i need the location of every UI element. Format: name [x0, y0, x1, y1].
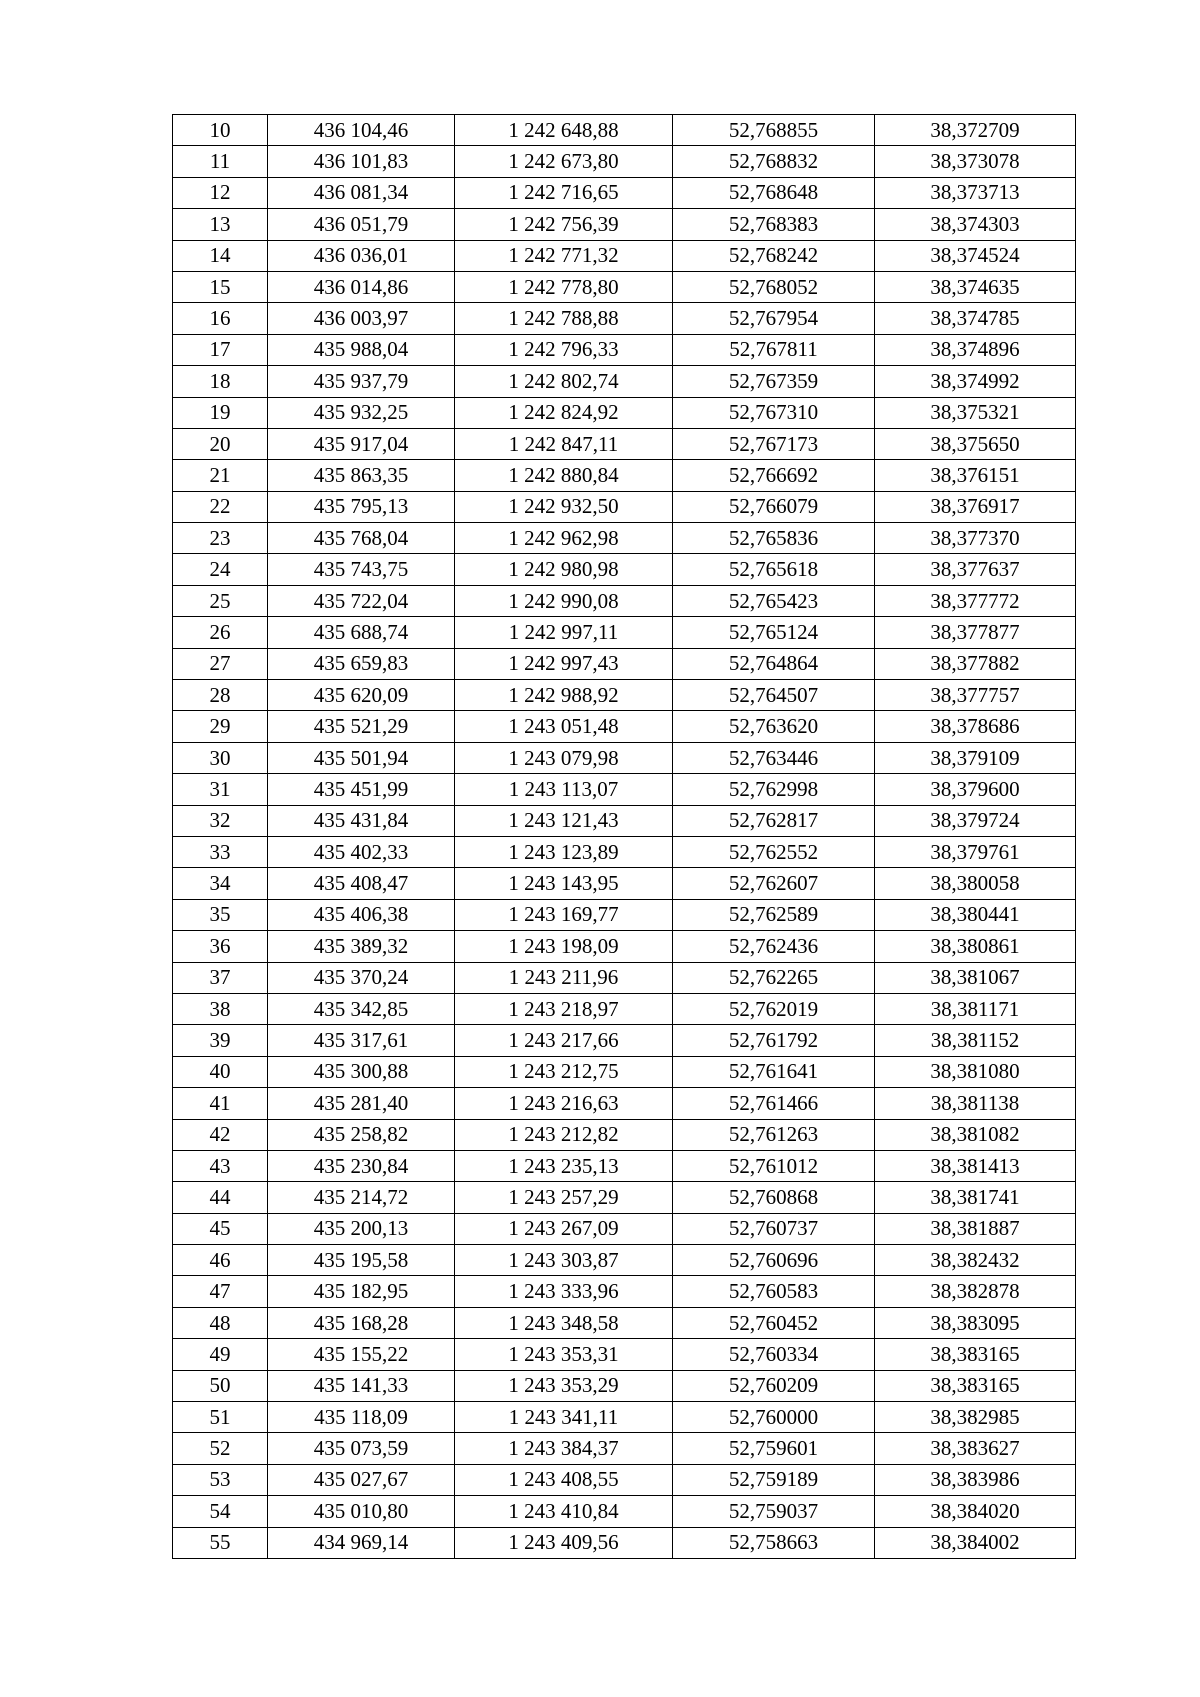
longitude-cell: 38,379724 — [875, 805, 1076, 836]
y-coordinate-cell: 1 243 408,55 — [455, 1464, 673, 1495]
table-row — [173, 680, 1076, 711]
latitude-cell: 52,764507 — [673, 680, 875, 711]
x-coordinate-cell: 435 406,38 — [268, 899, 455, 930]
y-coordinate-cell: 1 243 211,96 — [455, 962, 673, 993]
table-row — [173, 1056, 1076, 1087]
latitude-cell: 52,759601 — [673, 1433, 875, 1464]
longitude-cell: 38,377637 — [875, 554, 1076, 585]
table-row — [173, 1370, 1076, 1401]
point-number-cell: 20 — [173, 428, 268, 459]
point-number-cell: 12 — [173, 177, 268, 208]
y-coordinate-cell: 1 242 716,65 — [455, 177, 673, 208]
latitude-cell: 52,768052 — [673, 271, 875, 302]
latitude-cell: 52,761466 — [673, 1088, 875, 1119]
point-number-cell: 21 — [173, 460, 268, 491]
x-coordinate-cell: 435 451,99 — [268, 774, 455, 805]
y-coordinate-cell: 1 243 348,58 — [455, 1307, 673, 1338]
point-number-cell: 50 — [173, 1370, 268, 1401]
x-coordinate-cell: 435 317,61 — [268, 1025, 455, 1056]
longitude-cell: 38,379600 — [875, 774, 1076, 805]
x-coordinate-cell: 435 370,24 — [268, 962, 455, 993]
point-number-cell: 17 — [173, 334, 268, 365]
table-row — [173, 366, 1076, 397]
y-coordinate-cell: 1 242 997,11 — [455, 617, 673, 648]
longitude-cell: 38,376917 — [875, 491, 1076, 522]
point-number-cell: 35 — [173, 899, 268, 930]
table-row — [173, 460, 1076, 491]
table-row — [173, 146, 1076, 177]
table-row — [173, 962, 1076, 993]
longitude-cell: 38,383095 — [875, 1307, 1076, 1338]
y-coordinate-cell: 1 243 198,09 — [455, 931, 673, 962]
x-coordinate-cell: 436 101,83 — [268, 146, 455, 177]
latitude-cell: 52,762817 — [673, 805, 875, 836]
latitude-cell: 52,763446 — [673, 742, 875, 773]
table-row — [173, 523, 1076, 554]
table-row — [173, 1402, 1076, 1433]
table-row — [173, 1213, 1076, 1244]
y-coordinate-cell: 1 242 756,39 — [455, 209, 673, 240]
point-number-cell: 54 — [173, 1496, 268, 1527]
y-coordinate-cell: 1 243 051,48 — [455, 711, 673, 742]
point-number-cell: 24 — [173, 554, 268, 585]
table-row — [173, 805, 1076, 836]
y-coordinate-cell: 1 243 123,89 — [455, 836, 673, 867]
y-coordinate-cell: 1 242 796,33 — [455, 334, 673, 365]
point-number-cell: 29 — [173, 711, 268, 742]
y-coordinate-cell: 1 242 788,88 — [455, 303, 673, 334]
table-row — [173, 1433, 1076, 1464]
longitude-cell: 38,380441 — [875, 899, 1076, 930]
x-coordinate-cell: 436 014,86 — [268, 271, 455, 302]
longitude-cell: 38,383986 — [875, 1464, 1076, 1495]
latitude-cell: 52,763620 — [673, 711, 875, 742]
x-coordinate-cell: 435 937,79 — [268, 366, 455, 397]
x-coordinate-cell: 435 501,94 — [268, 742, 455, 773]
point-number-cell: 22 — [173, 491, 268, 522]
latitude-cell: 52,762436 — [673, 931, 875, 962]
table-row — [173, 491, 1076, 522]
latitude-cell: 52,761792 — [673, 1025, 875, 1056]
x-coordinate-cell: 435 768,04 — [268, 523, 455, 554]
x-coordinate-cell: 435 182,95 — [268, 1276, 455, 1307]
latitude-cell: 52,760000 — [673, 1402, 875, 1433]
latitude-cell: 52,758663 — [673, 1527, 875, 1558]
longitude-cell: 38,383165 — [875, 1339, 1076, 1370]
x-coordinate-cell: 435 118,09 — [268, 1402, 455, 1433]
x-coordinate-cell: 435 795,13 — [268, 491, 455, 522]
y-coordinate-cell: 1 243 235,13 — [455, 1150, 673, 1181]
point-number-cell: 49 — [173, 1339, 268, 1370]
x-coordinate-cell: 435 863,35 — [268, 460, 455, 491]
y-coordinate-cell: 1 243 218,97 — [455, 993, 673, 1024]
y-coordinate-cell: 1 243 409,56 — [455, 1527, 673, 1558]
latitude-cell: 52,767173 — [673, 428, 875, 459]
point-number-cell: 25 — [173, 585, 268, 616]
x-coordinate-cell: 435 342,85 — [268, 993, 455, 1024]
table-row — [173, 648, 1076, 679]
longitude-cell: 38,373078 — [875, 146, 1076, 177]
point-number-cell: 10 — [173, 115, 268, 146]
longitude-cell: 38,382432 — [875, 1245, 1076, 1276]
y-coordinate-cell: 1 242 880,84 — [455, 460, 673, 491]
x-coordinate-cell: 435 195,58 — [268, 1245, 455, 1276]
longitude-cell: 38,381067 — [875, 962, 1076, 993]
table-row — [173, 209, 1076, 240]
table-row — [173, 836, 1076, 867]
point-number-cell: 44 — [173, 1182, 268, 1213]
y-coordinate-cell: 1 243 113,07 — [455, 774, 673, 805]
longitude-cell: 38,374992 — [875, 366, 1076, 397]
longitude-cell: 38,381413 — [875, 1150, 1076, 1181]
table-row — [173, 240, 1076, 271]
longitude-cell: 38,377757 — [875, 680, 1076, 711]
latitude-cell: 52,760452 — [673, 1307, 875, 1338]
longitude-cell: 38,375321 — [875, 397, 1076, 428]
longitude-cell: 38,381082 — [875, 1119, 1076, 1150]
x-coordinate-cell: 435 521,29 — [268, 711, 455, 742]
longitude-cell: 38,374785 — [875, 303, 1076, 334]
x-coordinate-cell: 435 230,84 — [268, 1150, 455, 1181]
latitude-cell: 52,762998 — [673, 774, 875, 805]
point-number-cell: 52 — [173, 1433, 268, 1464]
y-coordinate-cell: 1 243 341,11 — [455, 1402, 673, 1433]
x-coordinate-cell: 435 168,28 — [268, 1307, 455, 1338]
y-coordinate-cell: 1 242 962,98 — [455, 523, 673, 554]
point-number-cell: 34 — [173, 868, 268, 899]
table-row — [173, 334, 1076, 365]
longitude-cell: 38,374303 — [875, 209, 1076, 240]
x-coordinate-cell: 435 155,22 — [268, 1339, 455, 1370]
x-coordinate-cell: 436 051,79 — [268, 209, 455, 240]
latitude-cell: 52,759189 — [673, 1464, 875, 1495]
y-coordinate-cell: 1 242 988,92 — [455, 680, 673, 711]
x-coordinate-cell: 435 431,84 — [268, 805, 455, 836]
longitude-cell: 38,381741 — [875, 1182, 1076, 1213]
latitude-cell: 52,762589 — [673, 899, 875, 930]
point-number-cell: 32 — [173, 805, 268, 836]
y-coordinate-cell: 1 243 121,43 — [455, 805, 673, 836]
point-number-cell: 30 — [173, 742, 268, 773]
longitude-cell: 38,373713 — [875, 177, 1076, 208]
x-coordinate-cell: 435 722,04 — [268, 585, 455, 616]
table-row — [173, 868, 1076, 899]
longitude-cell: 38,372709 — [875, 115, 1076, 146]
point-number-cell: 46 — [173, 1245, 268, 1276]
table-row — [173, 585, 1076, 616]
longitude-cell: 38,384020 — [875, 1496, 1076, 1527]
coordinates-table — [172, 114, 1076, 1559]
table-row — [173, 177, 1076, 208]
x-coordinate-cell: 435 200,13 — [268, 1213, 455, 1244]
y-coordinate-cell: 1 243 216,63 — [455, 1088, 673, 1119]
point-number-cell: 13 — [173, 209, 268, 240]
latitude-cell: 52,761263 — [673, 1119, 875, 1150]
longitude-cell: 38,377370 — [875, 523, 1076, 554]
longitude-cell: 38,374524 — [875, 240, 1076, 271]
point-number-cell: 23 — [173, 523, 268, 554]
y-coordinate-cell: 1 243 353,31 — [455, 1339, 673, 1370]
table-row — [173, 554, 1076, 585]
latitude-cell: 52,760583 — [673, 1276, 875, 1307]
x-coordinate-cell: 434 969,14 — [268, 1527, 455, 1558]
latitude-cell: 52,765423 — [673, 585, 875, 616]
latitude-cell: 52,765124 — [673, 617, 875, 648]
latitude-cell: 52,762552 — [673, 836, 875, 867]
y-coordinate-cell: 1 242 997,43 — [455, 648, 673, 679]
latitude-cell: 52,761641 — [673, 1056, 875, 1087]
table-row — [173, 1527, 1076, 1558]
x-coordinate-cell: 435 027,67 — [268, 1464, 455, 1495]
point-number-cell: 51 — [173, 1402, 268, 1433]
point-number-cell: 38 — [173, 993, 268, 1024]
x-coordinate-cell: 435 688,74 — [268, 617, 455, 648]
latitude-cell: 52,760209 — [673, 1370, 875, 1401]
longitude-cell: 38,378686 — [875, 711, 1076, 742]
y-coordinate-cell: 1 242 980,98 — [455, 554, 673, 585]
y-coordinate-cell: 1 242 771,32 — [455, 240, 673, 271]
x-coordinate-cell: 435 620,09 — [268, 680, 455, 711]
x-coordinate-cell: 435 917,04 — [268, 428, 455, 459]
x-coordinate-cell: 435 258,82 — [268, 1119, 455, 1150]
point-number-cell: 37 — [173, 962, 268, 993]
x-coordinate-cell: 435 073,59 — [268, 1433, 455, 1464]
x-coordinate-cell: 435 659,83 — [268, 648, 455, 679]
x-coordinate-cell: 435 010,80 — [268, 1496, 455, 1527]
longitude-cell: 38,381080 — [875, 1056, 1076, 1087]
table-row — [173, 1119, 1076, 1150]
y-coordinate-cell: 1 243 212,82 — [455, 1119, 673, 1150]
y-coordinate-cell: 1 243 217,66 — [455, 1025, 673, 1056]
point-number-cell: 19 — [173, 397, 268, 428]
point-number-cell: 55 — [173, 1527, 268, 1558]
point-number-cell: 28 — [173, 680, 268, 711]
y-coordinate-cell: 1 243 169,77 — [455, 899, 673, 930]
table-row — [173, 899, 1076, 930]
y-coordinate-cell: 1 242 824,92 — [455, 397, 673, 428]
table-row — [173, 1182, 1076, 1213]
latitude-cell: 52,760737 — [673, 1213, 875, 1244]
table-row — [173, 993, 1076, 1024]
longitude-cell: 38,383165 — [875, 1370, 1076, 1401]
latitude-cell: 52,765618 — [673, 554, 875, 585]
point-number-cell: 53 — [173, 1464, 268, 1495]
table-row — [173, 1339, 1076, 1370]
latitude-cell: 52,765836 — [673, 523, 875, 554]
x-coordinate-cell: 435 141,33 — [268, 1370, 455, 1401]
y-coordinate-cell: 1 243 257,29 — [455, 1182, 673, 1213]
longitude-cell: 38,381138 — [875, 1088, 1076, 1119]
y-coordinate-cell: 1 243 267,09 — [455, 1213, 673, 1244]
x-coordinate-cell: 436 081,34 — [268, 177, 455, 208]
latitude-cell: 52,760868 — [673, 1182, 875, 1213]
x-coordinate-cell: 436 003,97 — [268, 303, 455, 334]
coordinates-table-body — [173, 115, 1076, 1559]
y-coordinate-cell: 1 243 384,37 — [455, 1433, 673, 1464]
longitude-cell: 38,380861 — [875, 931, 1076, 962]
longitude-cell: 38,382985 — [875, 1402, 1076, 1433]
longitude-cell: 38,382878 — [875, 1276, 1076, 1307]
table-row — [173, 1088, 1076, 1119]
point-number-cell: 41 — [173, 1088, 268, 1119]
point-number-cell: 47 — [173, 1276, 268, 1307]
y-coordinate-cell: 1 242 673,80 — [455, 146, 673, 177]
y-coordinate-cell: 1 242 778,80 — [455, 271, 673, 302]
x-coordinate-cell: 435 402,33 — [268, 836, 455, 867]
longitude-cell: 38,377882 — [875, 648, 1076, 679]
point-number-cell: 33 — [173, 836, 268, 867]
y-coordinate-cell: 1 243 212,75 — [455, 1056, 673, 1087]
table-row — [173, 115, 1076, 146]
longitude-cell: 38,381152 — [875, 1025, 1076, 1056]
table-row — [173, 1025, 1076, 1056]
table-row — [173, 1245, 1076, 1276]
latitude-cell: 52,768832 — [673, 146, 875, 177]
longitude-cell: 38,379109 — [875, 742, 1076, 773]
latitude-cell: 52,766079 — [673, 491, 875, 522]
y-coordinate-cell: 1 243 303,87 — [455, 1245, 673, 1276]
table-row — [173, 303, 1076, 334]
point-number-cell: 16 — [173, 303, 268, 334]
x-coordinate-cell: 435 932,25 — [268, 397, 455, 428]
point-number-cell: 36 — [173, 931, 268, 962]
table-row — [173, 1150, 1076, 1181]
longitude-cell: 38,375650 — [875, 428, 1076, 459]
longitude-cell: 38,381887 — [875, 1213, 1076, 1244]
y-coordinate-cell: 1 243 333,96 — [455, 1276, 673, 1307]
table-row — [173, 1496, 1076, 1527]
table-row — [173, 742, 1076, 773]
longitude-cell: 38,384002 — [875, 1527, 1076, 1558]
longitude-cell: 38,383627 — [875, 1433, 1076, 1464]
y-coordinate-cell: 1 243 353,29 — [455, 1370, 673, 1401]
point-number-cell: 26 — [173, 617, 268, 648]
table-row — [173, 1307, 1076, 1338]
latitude-cell: 52,768648 — [673, 177, 875, 208]
longitude-cell: 38,377772 — [875, 585, 1076, 616]
latitude-cell: 52,766692 — [673, 460, 875, 491]
table-row — [173, 271, 1076, 302]
y-coordinate-cell: 1 242 648,88 — [455, 115, 673, 146]
y-coordinate-cell: 1 242 847,11 — [455, 428, 673, 459]
table-row — [173, 1276, 1076, 1307]
y-coordinate-cell: 1 243 079,98 — [455, 742, 673, 773]
point-number-cell: 43 — [173, 1150, 268, 1181]
latitude-cell: 52,768383 — [673, 209, 875, 240]
y-coordinate-cell: 1 242 802,74 — [455, 366, 673, 397]
x-coordinate-cell: 436 036,01 — [268, 240, 455, 271]
point-number-cell: 14 — [173, 240, 268, 271]
latitude-cell: 52,767359 — [673, 366, 875, 397]
latitude-cell: 52,768242 — [673, 240, 875, 271]
longitude-cell: 38,377877 — [875, 617, 1076, 648]
point-number-cell: 45 — [173, 1213, 268, 1244]
y-coordinate-cell: 1 242 932,50 — [455, 491, 673, 522]
table-row — [173, 617, 1076, 648]
point-number-cell: 18 — [173, 366, 268, 397]
latitude-cell: 52,767954 — [673, 303, 875, 334]
table-row — [173, 428, 1076, 459]
x-coordinate-cell: 435 389,32 — [268, 931, 455, 962]
x-coordinate-cell: 435 743,75 — [268, 554, 455, 585]
latitude-cell: 52,767811 — [673, 334, 875, 365]
longitude-cell: 38,379761 — [875, 836, 1076, 867]
point-number-cell: 27 — [173, 648, 268, 679]
x-coordinate-cell: 435 408,47 — [268, 868, 455, 899]
longitude-cell: 38,381171 — [875, 993, 1076, 1024]
latitude-cell: 52,760334 — [673, 1339, 875, 1370]
x-coordinate-cell: 436 104,46 — [268, 115, 455, 146]
x-coordinate-cell: 435 214,72 — [268, 1182, 455, 1213]
point-number-cell: 31 — [173, 774, 268, 805]
table-row — [173, 1464, 1076, 1495]
table-row — [173, 397, 1076, 428]
longitude-cell: 38,374896 — [875, 334, 1076, 365]
x-coordinate-cell: 435 281,40 — [268, 1088, 455, 1119]
longitude-cell: 38,376151 — [875, 460, 1076, 491]
y-coordinate-cell: 1 243 410,84 — [455, 1496, 673, 1527]
point-number-cell: 48 — [173, 1307, 268, 1338]
latitude-cell: 52,760696 — [673, 1245, 875, 1276]
y-coordinate-cell: 1 243 143,95 — [455, 868, 673, 899]
x-coordinate-cell: 435 988,04 — [268, 334, 455, 365]
table-row — [173, 931, 1076, 962]
latitude-cell: 52,768855 — [673, 115, 875, 146]
x-coordinate-cell: 435 300,88 — [268, 1056, 455, 1087]
longitude-cell: 38,374635 — [875, 271, 1076, 302]
latitude-cell: 52,762019 — [673, 993, 875, 1024]
point-number-cell: 42 — [173, 1119, 268, 1150]
latitude-cell: 52,762265 — [673, 962, 875, 993]
latitude-cell: 52,767310 — [673, 397, 875, 428]
latitude-cell: 52,761012 — [673, 1150, 875, 1181]
table-row — [173, 774, 1076, 805]
point-number-cell: 40 — [173, 1056, 268, 1087]
y-coordinate-cell: 1 242 990,08 — [455, 585, 673, 616]
point-number-cell: 39 — [173, 1025, 268, 1056]
latitude-cell: 52,762607 — [673, 868, 875, 899]
longitude-cell: 38,380058 — [875, 868, 1076, 899]
latitude-cell: 52,764864 — [673, 648, 875, 679]
point-number-cell: 15 — [173, 271, 268, 302]
point-number-cell: 11 — [173, 146, 268, 177]
table-row — [173, 711, 1076, 742]
latitude-cell: 52,759037 — [673, 1496, 875, 1527]
